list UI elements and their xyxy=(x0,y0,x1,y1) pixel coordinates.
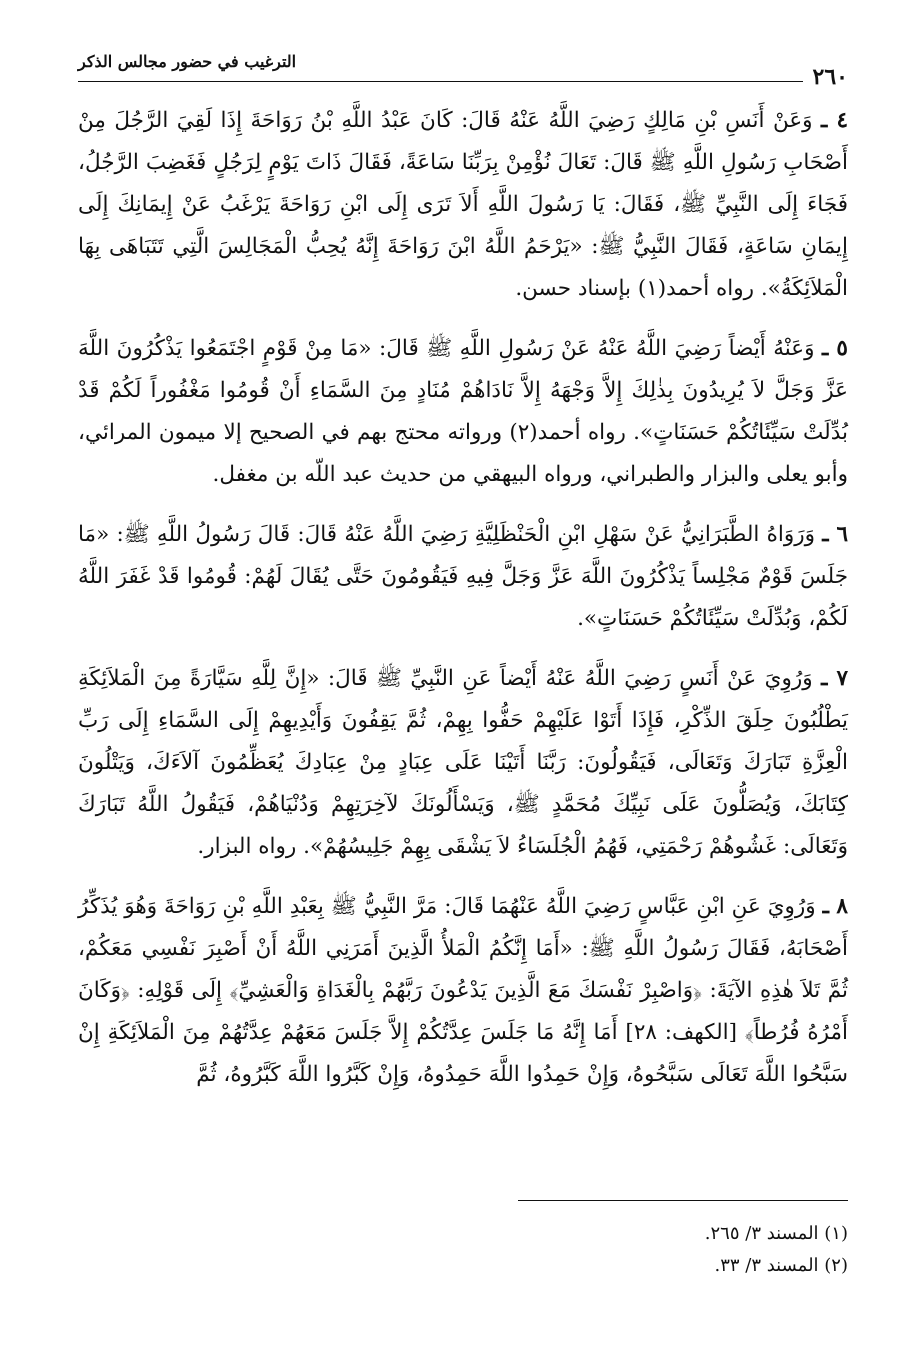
hadith-number: ٤ ـ xyxy=(821,108,848,133)
hadith-number: ٧ ـ xyxy=(821,666,848,691)
running-head xyxy=(78,52,848,88)
chapter-title: الترغيب في حضور مجالس الذكر xyxy=(78,52,297,71)
hadith-paragraph xyxy=(78,514,848,640)
hadith-text: وَرَوَاهُ الطَّبَرَانِيُّ عَنْ سَهْلِ ابْنِ الْحَنْظَلِيَّةِ رَضِيَ اللَّهُ عَنْهُ قَالَ: قَالَ رَسُولُ اللَّهِ ﷺ: «مَا جَلَسَ قَوْمٌ مَجْلِساً يَذْكُرُونَ اللَّهَ عَزَّ وَجَلَّ فِيهِ فَيَقُومُونَ حَتَّى يُقَالَ لَهُمْ: قُومُوا قَدْ غَفَرَ اللَّهُ لَكُمْ، وَبُدِّلَتْ سَيِّئَاتُكُمْ حَسَنَاتٍ». xyxy=(78,522,848,631)
hadith-text: وَرُوِيَ عَنْ أَنَسٍ رَضِيَ اللَّهُ عَنْهُ أَيْضاً عَنِ النَّبِيِّ ﷺ قَالَ: «إِنَّ لِلَّهِ سَيَّارَةً مِنَ الْمَلاَئِكَةِ يَطْلُبُونَ حِلَقَ الذِّكْرِ، فَإِذَا أَتَوْا عَلَيْهِمْ حَفُّوا بِهِمْ، ثُمَّ يَقِفُونَ وَأَيْدِيهِمْ إِلَى السَّمَاءِ إِلَى رَبِّ الْعِزَّةِ تَبَارَكَ وَتَعَالَى، فَيَقُولُونَ: رَبَّنَا أَتَيْنَا عَلَى عِبَادٍ مِنْ عِبَادِكَ يُعَظِّمُونَ آلاَءَكَ، وَيَتْلُونَ كِتَابَكَ، وَيُصَلُّونَ عَلَى نَبِيِّكَ مُحَمَّدٍ ﷺ، وَيَسْأَلُونَكَ لآخِرَتِهِمْ وَدُنْيَاهُمْ، فَيَقُولُ اللَّهُ تَبَارَكَ وَتَعَالَى: غَشُوهُمْ رَحْمَتِي، فَهُمُ الْجُلَسَاءُ لاَ يَشْقَى بِهِمْ جَلِيسُهُمْ». رواه البزار. xyxy=(78,666,848,859)
main-text xyxy=(78,100,848,1114)
header-rule xyxy=(78,81,803,82)
hadith-paragraph xyxy=(78,886,848,1096)
hadith-paragraph xyxy=(78,100,848,310)
hadith-number: ٨ ـ xyxy=(822,894,848,919)
hadith-number: ٥ ـ xyxy=(821,336,848,361)
page-number: ٢٦٠ xyxy=(812,64,848,90)
hadith-paragraph xyxy=(78,328,848,496)
hadith-text: وَعَنْ أَنَسِ بْنِ مَالِكٍ رَضِيَ اللَّهُ عَنْهُ قَالَ: كَانَ عَبْدُ اللَّهِ بْنُ رَوَاحَةَ إِذَا لَقِيَ الرَّجُلَ مِنْ أَصْحَابِ رَسُولِ اللَّهِ ﷺ قَالَ: تَعَالَ نُؤْمِنْ بِرَبِّنَا سَاعَةً، فَقَالَ ذَاتَ يَوْمٍ لِرَجُلٍ فَغَضِبَ الرَّجُلُ، فَجَاءَ إِلَى النَّبِيِّ ﷺ، فَقَالَ: يَا رَسُولَ اللَّهِ أَلاَ تَرَى إِلَى ابْنِ رَوَاحَةَ يَرْغَبُ عَنْ إِيمَانِكَ إِلَى إِيمَانِ سَاعَةٍ، فَقَالَ النَّبِيُّ ﷺ: «يَرْحَمُ اللَّهُ ابْنَ رَوَاحَةَ إِنَّهُ يُحِبُّ الْمَجَالِسَ الَّتِي تَتَبَاهَى بِهَا الْمَلاَئِكَةُ». رواه أحمد(١) بإسناد حسن. xyxy=(78,108,848,301)
footnotes xyxy=(78,1218,848,1282)
hadith-text: وَعَنْهُ أَيْضاً رَضِيَ اللَّهُ عَنْهُ عَنْ رَسُولِ اللَّهِ ﷺ قَالَ: «مَا مِنْ قَوْمٍ اجْتَمَعُوا يَذْكُرُونَ اللَّهَ عَزَّ وَجَلَّ لاَ يُرِيدُونَ بِذٰلِكَ إِلاَّ وَجْهَهُ إِلاَّ نَادَاهُمْ مُنَادٍ مِنَ السَّمَاءِ أَنْ قُومُوا مَغْفُوراً لَكُمْ قَدْ بُدِّلَتْ سَيِّئَاتُكُمْ حَسَنَاتٍ». رواه أحمد(٢) ورواته محتج بهم في الصحيح إلا ميمون المرائي، وأبو يعلى والبزار والطبراني، ورواه البيهقي من حديث عبد اللّه بن مغفل. xyxy=(78,336,848,487)
hadith-number: ٦ ـ xyxy=(822,522,848,547)
hadith-text: وَرُوِيَ عَنِ ابْنِ عَبَّاسٍ رَضِيَ اللَّهُ عَنْهُمَا قَالَ: مَرَّ النَّبِيُّ ﷺ بِعَبْدِ اللَّهِ بْنِ رَوَاحَةَ وَهُوَ يُذَكِّرُ أَصْحَابَهُ، فَقَالَ رَسُولُ اللَّهِ ﷺ: «أَمَا إِنَّكُمُ الْمَلأُ الَّذِينَ أَمَرَنِي اللَّهُ أَنْ أَصْبِرَ نَفْسِي مَعَكُمْ، ثُمَّ تَلاَ هٰذِهِ الآيَةَ: ﴿وَاصْبِرْ نَفْسَكَ مَعَ الَّذِينَ يَدْعُونَ رَبَّهُمْ بِالْغَدَاةِ وَالْعَشِيِّ﴾ إِلَى قَوْلِهِ: ﴿وَكَانَ أَمْرُهُ فُرُطاً﴾ [الكهف: ٢٨] أَمَا إِنَّهُ مَا جَلَسَ عِدَّتُكُمْ إِلاَّ جَلَسَ مَعَهُمْ عِدَّتُهُمْ مِنَ الْمَلاَئِكَةِ إِنْ سَبَّحُوا اللَّهَ تَعَالَى سَبَّحُوهُ، وَإِنْ حَمِدُوا اللَّهَ حَمِدُوهُ، وَإِنْ كَبَّرُوا اللَّهَ كَبَّرُوهُ، ثُمَّ xyxy=(78,894,848,1087)
hadith-paragraph xyxy=(78,658,848,868)
footnote-separator xyxy=(518,1200,848,1201)
footnote: (١) المسند ٣/ ٢٦٥. xyxy=(704,1223,848,1244)
footnote: (٢) المسند ٣/ ٣٣. xyxy=(714,1255,848,1276)
